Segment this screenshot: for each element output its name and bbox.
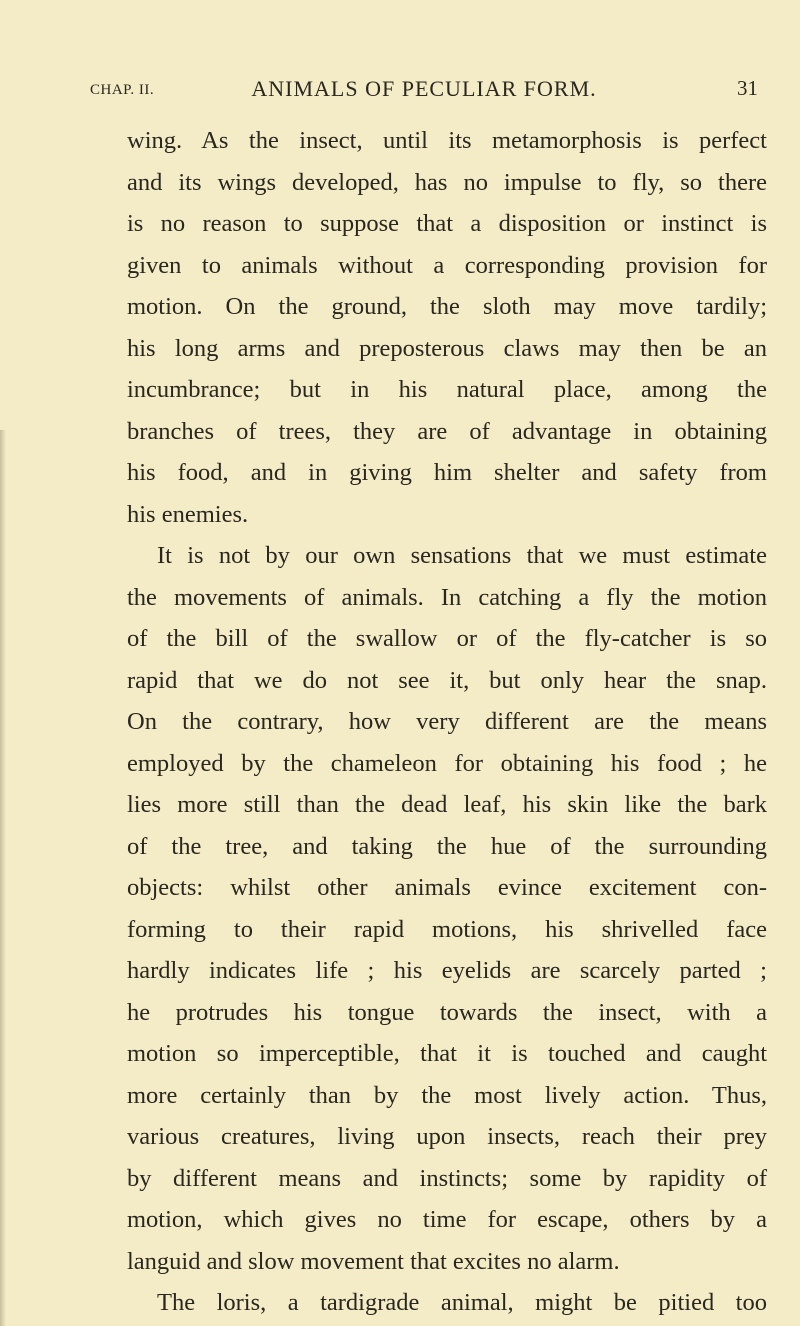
running-head bbox=[90, 76, 758, 106]
text-line: forming to their rapid motions, his shrivelled face bbox=[127, 915, 767, 943]
text-line-paragraph-start: It is not by our own sensations that we must estimate bbox=[157, 542, 767, 569]
text-line: is no reason to suppose that a disposition or instinct is bbox=[127, 210, 767, 237]
text-line: by different means and instincts; some by rapidity of bbox=[127, 1164, 767, 1192]
text-line: the movements of animals. In catching a fly the motion bbox=[127, 583, 767, 611]
text-line: branches of trees, they are of advantage in obtaining bbox=[127, 417, 767, 445]
text-line: incumbrance; but in his natural place, among the bbox=[127, 376, 767, 403]
text-line: motion. On the ground, the sloth may move tardily; bbox=[127, 293, 767, 320]
text-line: employed by the chameleon for obtaining his food ; he bbox=[127, 749, 767, 777]
text-line: rapid that we do not see it, but only hear the snap. bbox=[127, 666, 767, 694]
text-line: On the contrary, how very different are the means bbox=[127, 708, 767, 735]
text-line: his long arms and preposterous claws may then be an bbox=[127, 334, 767, 362]
text-line: of the bill of the swallow or of the fly-catcher is so bbox=[127, 625, 767, 652]
body-text bbox=[127, 120, 767, 1324]
text-line: hardly indicates life ; his eyelids are scarcely parted ; bbox=[127, 957, 767, 984]
text-line: lies more still than the dead leaf, his skin like the bark bbox=[127, 791, 767, 818]
text-line: of the tree, and taking the hue of the surrounding bbox=[127, 832, 767, 860]
text-line: objects: whilst other animals evince excitement con- bbox=[127, 874, 767, 901]
binding-shadow bbox=[0, 430, 6, 1326]
text-line: wing. As the insect, until its metamorphosis is perfect bbox=[127, 127, 767, 154]
text-line-paragraph-end: languid and slow movement that excites no alarm. bbox=[127, 1247, 620, 1275]
text-line: and its wings developed, has no impulse to fly, so there bbox=[127, 168, 767, 196]
page-number: 31 bbox=[737, 76, 758, 100]
text-line: he protrudes his tongue towards the insect, with a bbox=[127, 998, 767, 1026]
text-line: motion, which gives no time for escape, others by a bbox=[127, 1206, 767, 1233]
chapter-label: CHAP. II. bbox=[90, 82, 155, 98]
text-line: his food, and in giving him shelter and safety from bbox=[127, 459, 767, 486]
text-line: motion so imperceptible, that it is touched and caught bbox=[127, 1040, 767, 1067]
text-line: given to animals without a corresponding provision for bbox=[127, 251, 767, 279]
text-line-paragraph-end: his enemies. bbox=[127, 500, 249, 528]
text-line: various creatures, living upon insects, reach their prey bbox=[127, 1123, 767, 1150]
text-line: more certainly than by the most lively action. Thus, bbox=[127, 1081, 767, 1109]
running-title: ANIMALS OF PECULIAR FORM. bbox=[251, 76, 597, 101]
text-line-paragraph-start: The loris, a tardigrade animal, might be pitied too bbox=[157, 1289, 767, 1316]
